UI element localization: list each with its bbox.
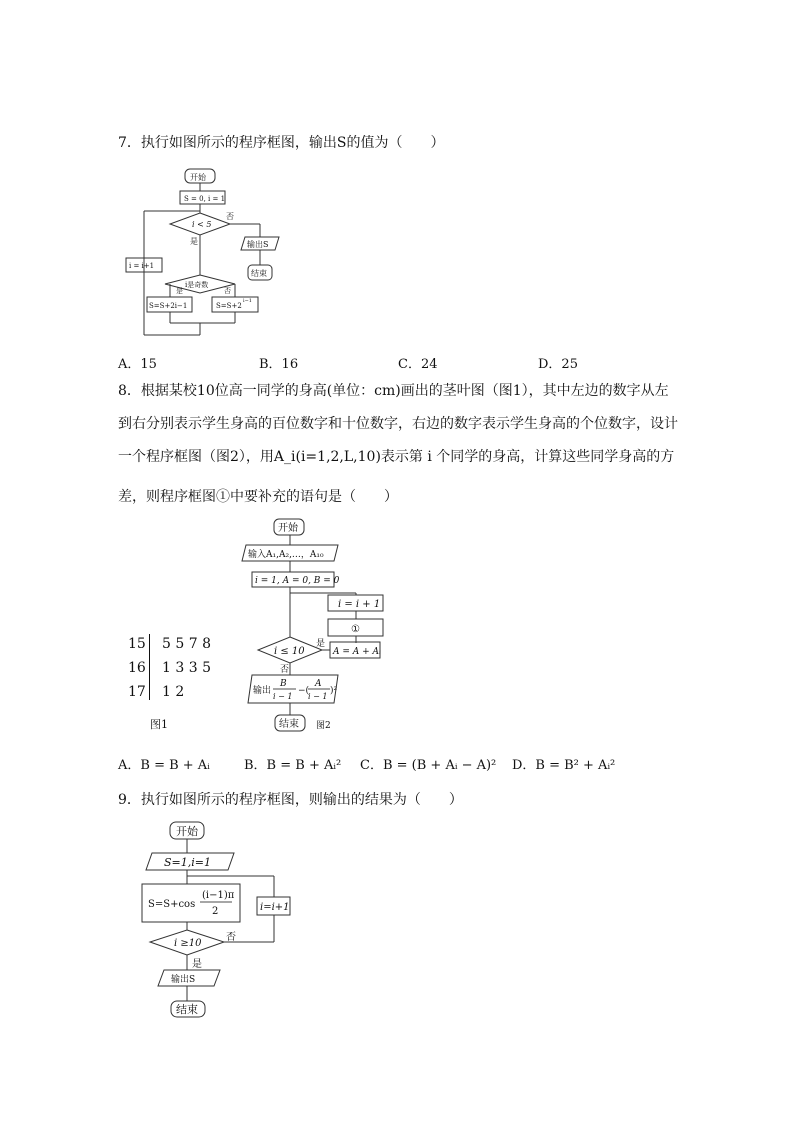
q8-input: 输入A₁,A₂,…，A₁₀ (248, 550, 324, 560)
q8-fig2-label: 图2 (316, 721, 331, 731)
q7-odd: i是奇数 (185, 281, 209, 289)
q7-output: 输出S (247, 240, 269, 249)
q9-body-num: (i−1)π (202, 890, 235, 901)
q8-output-prefix: 输出 (253, 686, 272, 696)
q8-yes: 是 (316, 639, 326, 649)
svg-text:)²: )² (330, 686, 338, 696)
q8-cond: i ≤ 10 (274, 646, 305, 657)
q8-out-b-num: B (280, 679, 287, 689)
q8-line2: 到右分别表示学生身高的百位数字和十位数字，右边的数字表示学生身高的个位数字，设计 (118, 416, 678, 432)
q8-out-b-den: i − 1 (273, 692, 293, 701)
q8-incr: i = i + 1 (338, 599, 381, 610)
q9-init: S=1,i=1 (164, 856, 211, 869)
q9-cond: i ≥10 (174, 938, 202, 949)
q7-option-d: D．25 (538, 357, 578, 372)
q9-output: 输出S (171, 975, 196, 985)
q7-init: S = 0, i = 1 (184, 195, 226, 203)
q7-branch-yes-label: 是 (176, 287, 183, 295)
q8-blank: ① (351, 624, 360, 635)
q8-out-a-den: i − 1 (308, 692, 328, 701)
q8-start: 开始 (278, 523, 298, 534)
q8-option-a: A．B = B + Aᵢ (118, 758, 210, 773)
q9-flowchart (138, 818, 298, 1023)
stem-16: 16 (128, 660, 146, 676)
q8-init: i = 1, A = 0, B = 0 (255, 576, 340, 586)
q8-flowchart (238, 515, 388, 740)
q7-option-c: C．24 (398, 357, 438, 372)
leaves-15: 5 5 7 8 (162, 636, 211, 652)
q7-option-b: B．16 (259, 357, 299, 372)
q7-incr: i = i+1 (129, 262, 155, 270)
leaves-17: 1 2 (162, 684, 185, 700)
q7-branch-no-label: 否 (224, 287, 231, 295)
q8-end: 结束 (279, 719, 299, 730)
q9-start: 开始 (176, 825, 198, 838)
q7-option-a: A．15 (118, 357, 157, 372)
stem-17: 17 (128, 684, 146, 700)
q9-body-prefix: S=S+cos (148, 899, 196, 910)
q9-text: 9．执行如图所示的程序框图，则输出的结果为（ ） (118, 792, 463, 808)
q7-no: 否 (226, 212, 234, 221)
q8-option-c: C．B = (B + Aᵢ − A)² (360, 758, 497, 773)
q8-line3: 一个程序框图（图2），用A_i(i=1,2,L,10)表示第 i 个同学的身高，计算这些同学身高的方 (118, 449, 675, 465)
q8-line4: 差，则程序框图①中要补充的语句是（ ） (118, 489, 398, 505)
q8-acc: A = A + Aᵢ (333, 647, 381, 657)
q8-no: 否 (280, 665, 290, 675)
q8-line1: 8．根据某校10位高一同学的身高(单位：cm)画出的茎叶图（图1），其中左边的数字从左 (118, 383, 669, 399)
q7-text: 7．执行如图所示的程序框图，输出S的值为（ ） (118, 135, 445, 151)
q9-incr: i=i+1 (260, 902, 290, 913)
q7-end: 结束 (251, 269, 267, 278)
q9-yes: 是 (192, 959, 202, 970)
q9-no: 否 (226, 932, 236, 943)
q7-branch-no: S=S+2 (216, 302, 242, 310)
svg-text:−(: −( (298, 686, 310, 696)
q8-option-b: B．B = B + Aᵢ² (244, 758, 342, 773)
q7-branch-no-exp: i−1 (243, 298, 252, 304)
q8-out-a-num: A (315, 679, 322, 689)
q7-start: 开始 (190, 173, 206, 182)
q9-end: 结束 (176, 1003, 198, 1016)
q7-yes: 是 (190, 237, 198, 246)
q7-cond: i < 5 (192, 220, 212, 229)
leaves-16: 1 3 3 5 (162, 660, 211, 676)
q8-fig1-label: 图1 (150, 718, 168, 731)
q9-body-den: 2 (212, 906, 219, 917)
q8-option-d: D．B = B² + Aᵢ² (512, 758, 616, 773)
q7-branch-yes: S=S+2i−1 (149, 302, 188, 310)
stem-15: 15 (128, 636, 146, 652)
q7-flowchart (129, 165, 288, 340)
